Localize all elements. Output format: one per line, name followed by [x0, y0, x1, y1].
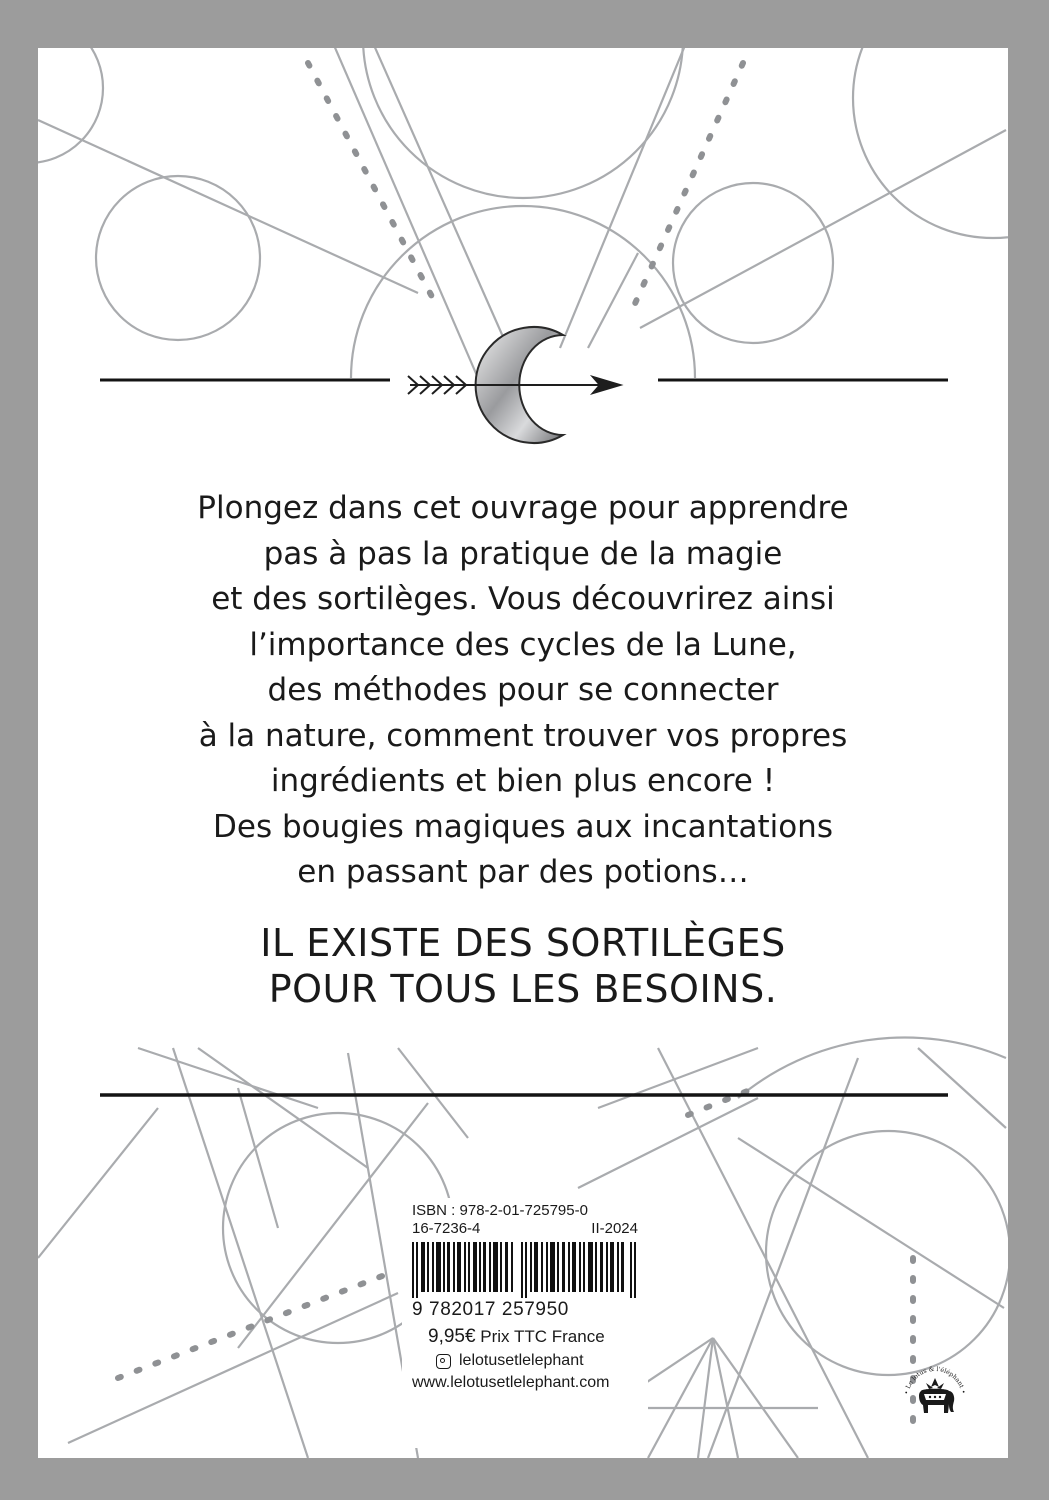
- blurb-line: l’importance des cycles de la Lune,: [249, 626, 797, 663]
- price: [428, 1326, 605, 1348]
- price-label: Prix TTC France: [480, 1327, 605, 1346]
- blurb-line: Plongez dans cet ouvrage pour apprendre: [197, 490, 849, 526]
- edition-code: II-2024: [591, 1220, 638, 1237]
- instagram-icon: [436, 1354, 451, 1369]
- blurb-line: à la nature, comment trouver vos propres: [198, 717, 848, 754]
- blurb-line: en passant par des potions…: [297, 854, 749, 890]
- isbn-text: ISBN : 978-2-01-725795-0: [412, 1202, 588, 1219]
- blurb-line: des méthodes pour se connecter: [267, 672, 779, 708]
- blurb-line: ingrédients et bien plus encore !: [270, 763, 776, 799]
- back-cover: [38, 48, 1008, 1458]
- website-link[interactable]: www.lelotusetlelephant.com: [412, 1374, 610, 1391]
- instagram-handle[interactable]: [436, 1352, 584, 1370]
- price-value: 9,95€: [428, 1326, 476, 1347]
- elephant-logo-icon: [900, 1358, 970, 1428]
- blurb-line: Des bougies magiques aux incantations: [213, 808, 833, 845]
- tagline: [98, 920, 948, 1012]
- blurb-line: pas à pas la pratique de la magie: [263, 535, 783, 572]
- instagram-text: lelotusetlelephant: [459, 1352, 584, 1369]
- blurb-line: et des sortilèges. Vous découvrirez ainsi: [211, 581, 835, 617]
- tagline-line: POUR TOUS LES BESOINS.: [268, 967, 778, 1011]
- barcode: [412, 1242, 638, 1298]
- blurb-text: [98, 486, 948, 896]
- book-code: 16-7236-4: [412, 1220, 481, 1237]
- tagline-line: IL EXISTE DES SORTILÈGES: [260, 921, 786, 965]
- barcode-number: 9 782017 257950: [412, 1299, 569, 1320]
- barcode-block: [402, 1198, 648, 1448]
- print-codes: [412, 1220, 638, 1237]
- svg-text:• Le lotus & l'éléphant •: • Le lotus & l'éléphant •: [903, 1365, 967, 1396]
